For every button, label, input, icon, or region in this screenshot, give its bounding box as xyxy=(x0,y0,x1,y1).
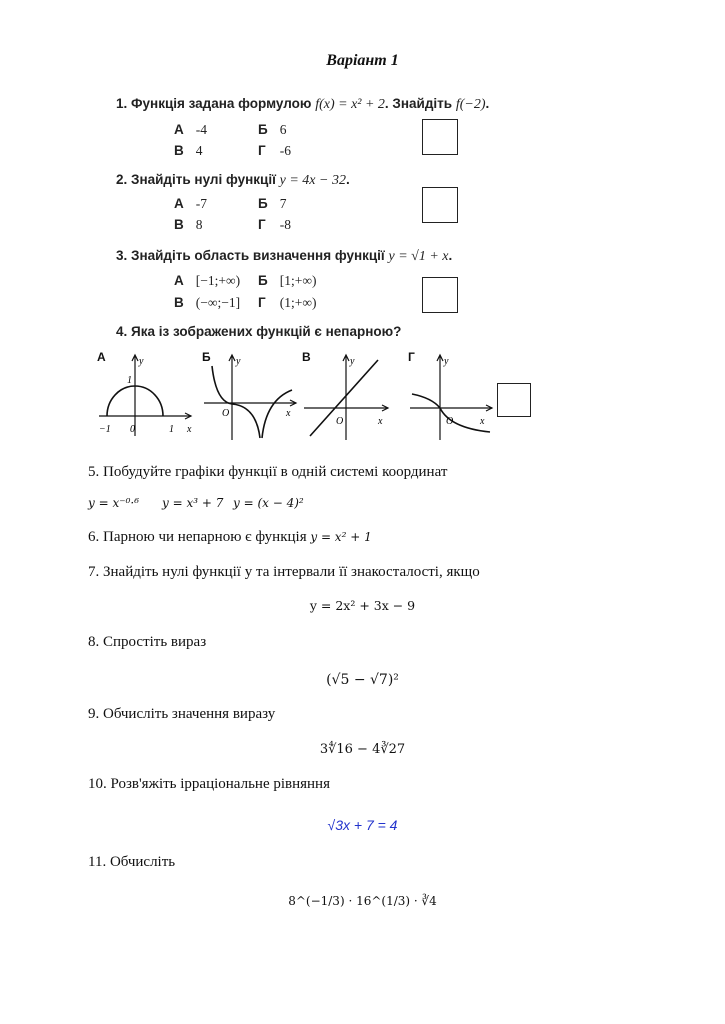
q3-option-a xyxy=(174,273,240,289)
question-3-text: 3. Знайдіть область визначення функції xyxy=(116,248,385,263)
task-5-formula-3: y = (x − 4)² xyxy=(233,496,304,510)
option-value: 8 xyxy=(195,217,203,232)
graph-a-y-label: y xyxy=(139,356,144,367)
option-letter: В xyxy=(174,217,184,232)
question-3-end: . xyxy=(448,248,453,263)
graph-a xyxy=(95,348,205,443)
option-letter: А xyxy=(174,122,184,137)
q1-option-b xyxy=(258,122,287,138)
q2-option-a xyxy=(174,196,207,212)
q1-option-a xyxy=(174,122,207,138)
graph-b-label: Б xyxy=(202,350,211,364)
graph-c-origin: O xyxy=(336,416,344,427)
option-letter: В xyxy=(174,143,184,158)
question-1-tail: . Знайдіть xyxy=(384,96,453,111)
task-6 xyxy=(88,529,372,546)
task-8-formula: (√5 − √7)² xyxy=(326,672,399,688)
q3-option-c xyxy=(174,295,240,311)
q3-answer-box[interactable] xyxy=(422,277,458,313)
option-value: 7 xyxy=(279,196,287,211)
q4-answer-box[interactable] xyxy=(497,383,531,417)
graph-c-y-label: y xyxy=(350,356,355,367)
q2-option-b xyxy=(258,196,287,212)
graph-d-label: Г xyxy=(408,350,415,364)
task-6-text: 6. Парною чи непарною є функція xyxy=(88,529,307,545)
question-1-end: . xyxy=(485,96,490,111)
question-1-text: 1. Функція задана формулою xyxy=(116,96,312,111)
option-letter: Г xyxy=(258,143,266,158)
graph-b-x-label: x xyxy=(286,408,291,419)
option-letter: В xyxy=(174,295,184,310)
q1-answer-box[interactable] xyxy=(422,119,458,155)
task-5-formula-1: y = x⁻⁰·⁶ xyxy=(88,496,139,510)
q2-option-c xyxy=(174,217,203,233)
option-value: -7 xyxy=(195,196,208,211)
graph-c xyxy=(300,348,395,443)
task-7-formula: y = 2x² + 3x − 9 xyxy=(309,598,416,613)
graph-a-tick-neg1: −1 xyxy=(99,424,111,435)
graph-a-tick-1x: 1 xyxy=(169,424,174,435)
q3-option-b xyxy=(258,273,317,289)
question-1-formula: f(x) = x² + 2 xyxy=(315,97,385,112)
option-value: -4 xyxy=(195,122,208,137)
option-value: 6 xyxy=(279,122,287,137)
graph-a-label: А xyxy=(97,350,106,364)
page-title: Варіант 1 xyxy=(326,52,399,69)
graph-d xyxy=(406,348,496,443)
graph-d-x-label: x xyxy=(480,416,485,427)
question-3 xyxy=(116,248,452,265)
graph-d-origin: O xyxy=(446,416,454,427)
q2-answer-box[interactable] xyxy=(422,187,458,223)
question-2-end: . xyxy=(345,172,350,187)
option-letter: Б xyxy=(258,122,268,137)
graph-c-x-label: x xyxy=(378,416,383,427)
task-11-formula: 8^(−1/3) · 16^(1/3) · ∛4 xyxy=(288,894,437,908)
option-value: (1;+∞) xyxy=(279,295,317,310)
graph-c-label: В xyxy=(302,350,311,364)
task-10-formula: √3x + 7 = 4 xyxy=(327,817,398,833)
task-7-text: 7. Знайдіть нулі функції у та інтервали її знакосталості, якщо xyxy=(88,564,480,580)
graph-b-origin: O xyxy=(222,408,230,419)
option-letter: Б xyxy=(258,196,268,211)
option-letter: А xyxy=(174,196,184,211)
option-value: [−1;+∞) xyxy=(195,273,241,288)
option-letter: А xyxy=(174,273,184,288)
task-8-text: 8. Спростіть вираз xyxy=(88,634,207,650)
task-10-text: 10. Розв'яжіть ірраціональне рівняння xyxy=(88,776,330,792)
q2-option-d xyxy=(258,217,291,233)
question-2-formula: y = 4x − 32 xyxy=(279,173,346,188)
q3-option-d xyxy=(258,295,317,311)
graph-a-origin: 0 xyxy=(130,424,135,435)
q1-option-d xyxy=(258,143,291,159)
option-letter: Б xyxy=(258,273,268,288)
task-9-formula: 3∜16 − 4∛27 xyxy=(319,742,406,757)
q1-option-c xyxy=(174,143,203,159)
option-value: (−∞;−1] xyxy=(195,295,241,310)
question-2 xyxy=(116,172,350,189)
graph-b-y-label: y xyxy=(236,356,241,367)
option-letter: Г xyxy=(258,295,266,310)
option-value: -6 xyxy=(279,143,292,158)
task-11-text: 11. Обчисліть xyxy=(88,854,176,870)
option-value: 4 xyxy=(195,143,203,158)
graph-b xyxy=(200,348,300,443)
option-letter: Г xyxy=(258,217,266,232)
question-4: 4. Яка із зображених функцій є непарною? xyxy=(116,324,402,339)
graph-a-x-label: x xyxy=(187,424,192,435)
graph-a-tick-1y: 1 xyxy=(127,375,132,386)
task-5-formula-2: y = x³ + 7 xyxy=(162,496,224,510)
task-9-text: 9. Обчисліть значення виразу xyxy=(88,706,276,722)
question-3-formula: y = √1 + x xyxy=(388,249,449,264)
option-value: [1;+∞) xyxy=(279,273,317,288)
question-1-find: f(−2) xyxy=(455,97,486,112)
task-6-formula: y = x² + 1 xyxy=(310,530,372,544)
graph-d-y-label: y xyxy=(444,356,449,367)
task-5-text: 5. Побудуйте графіки функції в одній системі координат xyxy=(88,464,448,480)
question-2-text: 2. Знайдіть нулі функції xyxy=(116,172,276,187)
question-1 xyxy=(116,96,489,113)
option-value: -8 xyxy=(279,217,292,232)
